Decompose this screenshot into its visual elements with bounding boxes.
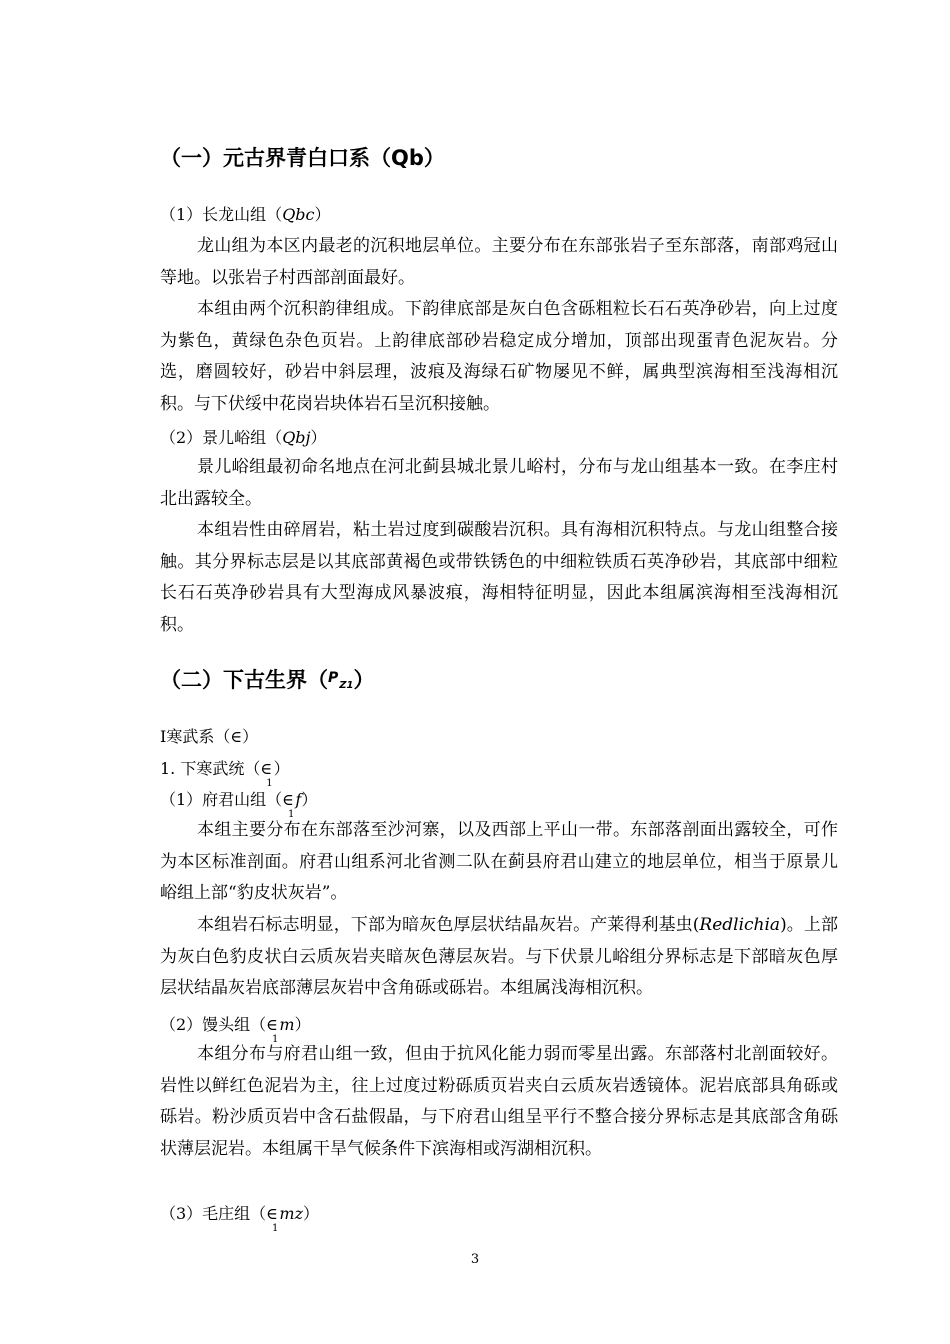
section-heading-qingbaikou: （一）元古界青白口系（Qb） [160, 146, 445, 170]
subheading-maozhuang: （3）毛庄组$(\in_1mz)$ [160, 1204, 320, 1234]
subheading-fujunshan: （1）府君山组$(\in_1f)$ [160, 790, 318, 820]
paragraph-jingeryu-2: 本组岩性由碎屑岩，粘土岩过度到碳酸岩沉积。具有海相沉积特点。与龙山组整合接触。其分界标志层是以其底部黄褐色或带铁锈色的中细粒铁质石英净砂岩，其底部中细粒长石石英净砂岩具有大型海成风暴波痕，海相特征明显，因此本组属滨海相至浅海相沉积。 [160, 520, 838, 635]
pz-symbol: PZ1 [328, 670, 354, 691]
subheading-jingeryu: （2）景儿峪组（Qbj） [160, 428, 327, 447]
paragraph-jingeryu-1: 景儿峪组最初命名地点在河北蓟县城北景儿峪村，分布与龙山组基本一致。在李庄村北出露较全。 [160, 457, 838, 509]
subheading-changlongshan: （1）长龙山组（Qbc） [160, 205, 331, 224]
paragraph-fujunshan-2: 本组岩石标志明显，下部为暗灰色厚层状结晶灰岩。产莱得利基虫(Redlichia)。上部为灰白色豹皮状白云质灰岩夹暗灰色薄层灰岩。与下伏景儿峪组分界标志是下部暗灰色厚层状结晶灰岩底部薄层灰岩中含角砾或砾岩。本组属浅海相沉积。 [160, 915, 838, 998]
subheading-cambrian-system: Ⅰ寒武系（∈） [160, 727, 259, 746]
paragraph-mantou-1: 本组分布与府君山组一致，但由于抗风化能力弱而零星出露。东部落村北剖面较好。岩性以鲜红色泥岩为主，往上过度过粉砾质页岩夹白云质灰岩透镜体。泥岩底部具角砾或砾岩。粉沙质页岩中含石盐假晶，与下府君山组呈平行不整合接分界标志是其底部含角砾状薄层泥岩。本组属干旱气候条件下滨海相或泻湖相沉积。 [160, 1044, 838, 1159]
paragraph-changlongshan-1: 龙山组为本区内最老的沉积地层单位。主要分布在东部张岩子至东部落，南部鸡冠山等地。以张岩子村西部剖面最好。 [160, 236, 838, 288]
paragraph-changlongshan-2: 本组由两个沉积韵律组成。下韵律底部是灰白色含砾粗粒长石石英净砂岩，向上过度为紫色，黄绿色杂色页岩。上韵律底部砂岩稳定成分增加，顶部出现蛋青色泥灰岩。分选，磨圆较好，砂岩中斜层理，波痕及海绿石矿物屡见不鲜，属典型滨海相至浅海相沉积。与下伏绥中花岗岩块体岩石呈沉积接触。 [160, 299, 838, 414]
paragraph-fujunshan-1: 本组主要分布在东部落至沙河寨，以及西部上平山一带。东部落剖面出露较全，可作为本区标准剖面。府君山组系河北省测二队在蓟县府君山建立的地层单位，相当于原景儿峪组上部“豹皮状灰岩”。 [160, 820, 838, 903]
subheading-lower-cambrian: 1. 下寒武统$(\in_1)$ [160, 759, 290, 789]
section-heading-lower-paleozoic: （二）下古生界（$^{P_{Z1}}$） [160, 668, 375, 692]
subheading-mantou: （2）馒头组$(\in_1m)$ [160, 1015, 311, 1045]
page-number: 3 [470, 1252, 480, 1267]
